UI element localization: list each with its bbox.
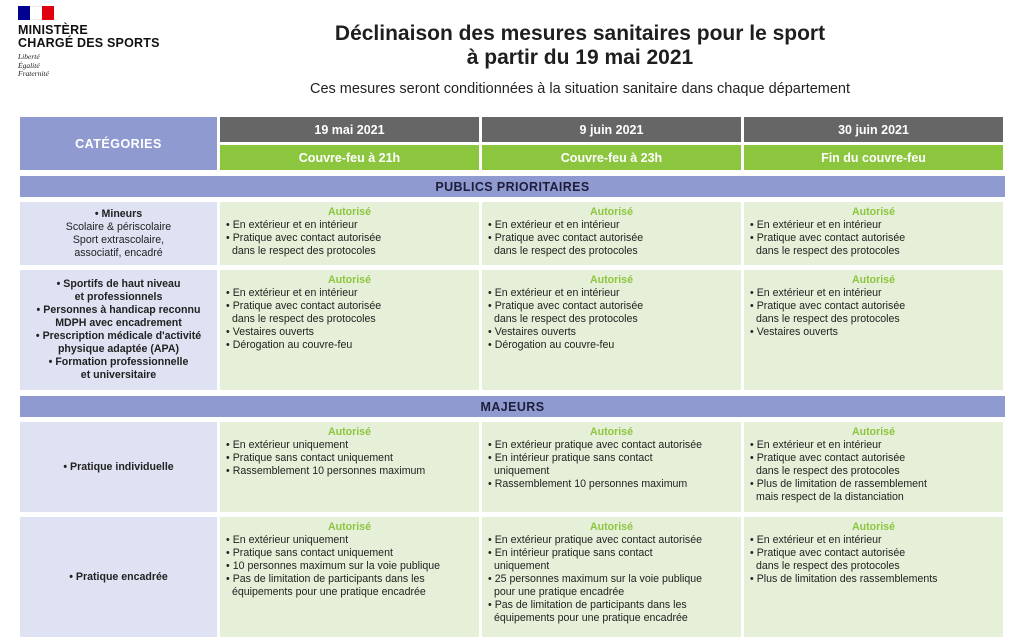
category-line: • Pratique encadrée bbox=[69, 571, 168, 584]
measure-line: • En intérieur pratique sans contact bbox=[488, 547, 735, 560]
measure-cell bbox=[482, 422, 741, 512]
measure-line: • Vestaires ouverts bbox=[488, 326, 735, 339]
status-label: Autorisé bbox=[852, 426, 895, 438]
status-label: Autorisé bbox=[590, 206, 633, 218]
measure-cell bbox=[220, 270, 479, 390]
category-text bbox=[69, 571, 168, 584]
measure-line: • Pratique sans contact uniquement bbox=[226, 452, 473, 465]
page-header bbox=[200, 22, 960, 97]
title-line-2: à partir du 19 mai 2021 bbox=[466, 46, 694, 69]
measure-line: dans le respect des protocoles bbox=[756, 313, 900, 325]
phase-date: 19 mai 2021 bbox=[220, 117, 479, 142]
phase-curfew: Couvre-feu à 23h bbox=[482, 145, 741, 170]
category-text bbox=[66, 208, 171, 260]
measure-cell bbox=[744, 202, 1003, 265]
measure-line: • Pratique sans contact uniquement bbox=[226, 547, 473, 560]
measure-line: • En extérieur pratique avec contact autorisée bbox=[488, 439, 735, 452]
measure-line: • 25 personnes maximum sur la voie publique bbox=[488, 573, 735, 586]
table-header-row bbox=[20, 117, 1005, 170]
category-line: • Pratique individuelle bbox=[63, 461, 173, 474]
measures-table bbox=[20, 117, 1005, 637]
measure-cell bbox=[744, 517, 1003, 637]
measure-line: équipements pour une pratique encadrée bbox=[232, 586, 426, 598]
measure-line: dans le respect des protocoles bbox=[494, 245, 638, 257]
measure-line: dans le respect des protocoles bbox=[756, 560, 900, 572]
measure-line: • En extérieur uniquement bbox=[226, 534, 473, 547]
measure-line: • En extérieur et en intérieur bbox=[226, 219, 473, 232]
category-line: Sport extrascolaire, bbox=[72, 233, 165, 246]
category-line: • Sportifs de haut niveau bbox=[36, 278, 201, 291]
measure-cell bbox=[220, 422, 479, 512]
table-row bbox=[20, 202, 1005, 265]
section-header: PUBLICS PRIORITAIRES bbox=[20, 176, 1005, 197]
category-line: • Formation professionnelle bbox=[36, 356, 201, 369]
category-line: et universitaire bbox=[80, 369, 157, 381]
measure-line: • Pratique avec contact autorisée bbox=[488, 232, 735, 245]
measure-line: dans le respect des protocoles bbox=[232, 313, 376, 325]
category-text bbox=[36, 278, 201, 382]
measure-line: • Pas de limitation de participants dans les bbox=[226, 573, 473, 586]
phase-date: 9 juin 2021 bbox=[482, 117, 741, 142]
table-row bbox=[20, 270, 1005, 390]
phase-curfew: Fin du couvre-feu bbox=[744, 145, 1003, 170]
measure-line: • Pratique avec contact autorisée bbox=[226, 232, 473, 245]
measure-line: • Pratique avec contact autorisée bbox=[750, 452, 997, 465]
measure-line: pour une pratique encadrée bbox=[494, 586, 625, 598]
measure-line: • En extérieur et en intérieur bbox=[750, 439, 997, 452]
measure-line: • En extérieur et en intérieur bbox=[488, 287, 735, 300]
measure-line: • Pas de limitation de participants dans les bbox=[488, 599, 735, 612]
measure-line: • Plus de limitation des rassemblements bbox=[750, 573, 997, 586]
measure-line: • Plus de limitation de rassemblement bbox=[750, 478, 997, 491]
measure-cell bbox=[220, 517, 479, 637]
ministry-logo bbox=[18, 6, 188, 79]
section-header: MAJEURS bbox=[20, 396, 1005, 417]
page-subtitle: Ces mesures seront conditionnées à la situation sanitaire dans chaque département bbox=[309, 81, 851, 97]
ministry-line-2: CHARGÉ DES SPORTS bbox=[18, 36, 160, 50]
motto-egalite: Égalité bbox=[18, 60, 40, 70]
measure-line: uniquement bbox=[494, 560, 550, 572]
status-label: Autorisé bbox=[852, 521, 895, 533]
measure-line: uniquement bbox=[494, 465, 550, 477]
measure-line: mais respect de la distanciation bbox=[756, 491, 904, 503]
measure-line: • Rassemblement 10 personnes maximum bbox=[488, 478, 735, 491]
category-line: • Prescription médicale d'activité bbox=[36, 330, 201, 343]
category-cell bbox=[20, 422, 217, 512]
measure-line: • Vestaires ouverts bbox=[750, 326, 997, 339]
status-label: Autorisé bbox=[590, 426, 633, 438]
category-cell bbox=[20, 517, 217, 637]
status-label: Autorisé bbox=[590, 521, 633, 533]
table-row bbox=[20, 422, 1005, 512]
category-line: Scolaire & périscolaire bbox=[65, 220, 172, 233]
measure-line: • Rassemblement 10 personnes maximum bbox=[226, 465, 473, 478]
status-label: Autorisé bbox=[328, 274, 371, 286]
measure-line: dans le respect des protocoles bbox=[756, 465, 900, 477]
measure-line: • 10 personnes maximum sur la voie publique bbox=[226, 560, 473, 573]
measure-line: • En extérieur et en intérieur bbox=[226, 287, 473, 300]
measure-line: • En extérieur et en intérieur bbox=[750, 219, 997, 232]
motto bbox=[18, 53, 188, 79]
measure-line: • Dérogation au couvre-feu bbox=[488, 339, 735, 352]
measure-cell bbox=[744, 422, 1003, 512]
measure-line: dans le respect des protocoles bbox=[494, 313, 638, 325]
measure-cell bbox=[220, 202, 479, 265]
status-label: Autorisé bbox=[590, 274, 633, 286]
status-label: Autorisé bbox=[328, 521, 371, 533]
category-line: • Mineurs bbox=[66, 208, 171, 221]
motto-liberte: Liberté bbox=[18, 52, 40, 61]
measure-line: • En extérieur et en intérieur bbox=[488, 219, 735, 232]
measure-line: • En extérieur et en intérieur bbox=[750, 534, 997, 547]
measure-line: équipements pour une pratique encadrée bbox=[494, 612, 688, 624]
category-line: MDPH avec encadrement bbox=[55, 317, 182, 329]
ministry-name bbox=[18, 24, 188, 50]
category-cell bbox=[20, 202, 217, 265]
measure-line: • Pratique avec contact autorisée bbox=[226, 300, 473, 313]
measure-line: • En extérieur et en intérieur bbox=[750, 287, 997, 300]
categories-header: CATÉGORIES bbox=[20, 117, 217, 170]
measure-line: • Pratique avec contact autorisée bbox=[750, 547, 997, 560]
category-text bbox=[63, 461, 173, 474]
measure-line: • Dérogation au couvre-feu bbox=[226, 339, 473, 352]
measure-line: • Pratique avec contact autorisée bbox=[488, 300, 735, 313]
ministry-line-1: MINISTÈRE bbox=[18, 23, 88, 37]
title-line-1: Déclinaison des mesures sanitaires pour le sport bbox=[334, 22, 826, 45]
category-line: et professionnels bbox=[74, 291, 163, 303]
measure-cell bbox=[482, 517, 741, 637]
phase-date: 30 juin 2021 bbox=[744, 117, 1003, 142]
measure-line: dans le respect des protocoles bbox=[756, 245, 900, 257]
table-body bbox=[20, 176, 1005, 637]
category-cell bbox=[20, 270, 217, 390]
status-label: Autorisé bbox=[852, 274, 895, 286]
phase-header-3 bbox=[744, 117, 1003, 170]
measure-cell bbox=[482, 202, 741, 265]
phase-header-1 bbox=[220, 117, 479, 170]
category-line: associatif, encadré bbox=[74, 246, 163, 259]
measure-cell bbox=[482, 270, 741, 390]
measure-line: • Vestaires ouverts bbox=[226, 326, 473, 339]
measure-line: dans le respect des protocoles bbox=[232, 245, 376, 257]
measure-line: • Pratique avec contact autorisée bbox=[750, 300, 997, 313]
measure-line: • En extérieur uniquement bbox=[226, 439, 473, 452]
phase-header-2 bbox=[482, 117, 741, 170]
category-line: physique adaptée (APA) bbox=[57, 343, 180, 355]
status-label: Autorisé bbox=[328, 426, 371, 438]
french-flag-icon bbox=[18, 6, 54, 20]
measure-line: • En extérieur pratique avec contact autorisée bbox=[488, 534, 735, 547]
measure-line: • Pratique avec contact autorisée bbox=[750, 232, 997, 245]
status-label: Autorisé bbox=[328, 206, 371, 218]
motto-fraternite: Fraternité bbox=[18, 69, 49, 78]
page-title bbox=[200, 22, 960, 70]
measure-cell bbox=[744, 270, 1003, 390]
status-label: Autorisé bbox=[852, 206, 895, 218]
table-row bbox=[20, 517, 1005, 637]
phase-curfew: Couvre-feu à 21h bbox=[220, 145, 479, 170]
measure-line: • En intérieur pratique sans contact bbox=[488, 452, 735, 465]
category-line: • Personnes à handicap reconnu bbox=[36, 304, 201, 317]
